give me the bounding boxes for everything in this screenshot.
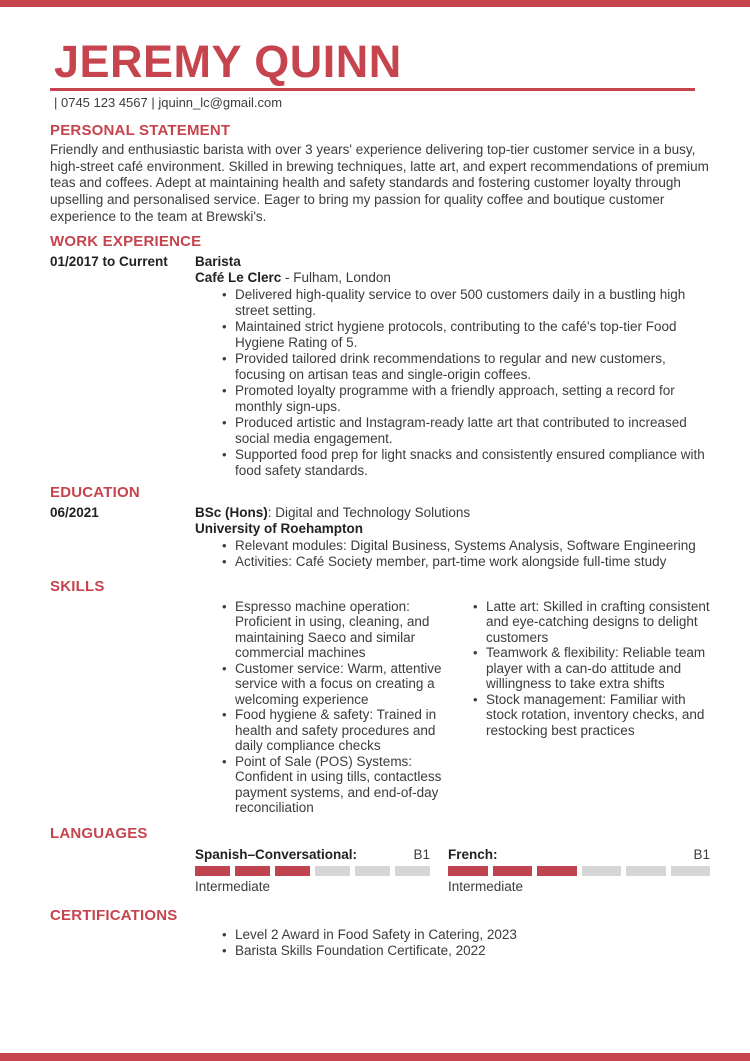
certification-item: • Level 2 Award in Food Safety in Catering, 2023 (222, 926, 517, 942)
work-experience-heading: WORK EXPERIENCE (50, 232, 202, 250)
bullet-dot-icon: • (222, 446, 227, 462)
skill-item: • Stock management: Familiar with stock rotation, inventory checks, and restocking best practices (473, 691, 705, 738)
bullet-dot-icon: • (222, 598, 227, 614)
section-work-experience (50, 233, 710, 479)
bullet-dot-icon: • (473, 645, 478, 661)
language-bar-segment (395, 866, 430, 876)
certifications-left-spacer (50, 927, 195, 960)
skill-item: • Customer service: Warm, attentive service with a focus on creating a welcoming experience (222, 660, 442, 707)
skills-columns (195, 599, 710, 816)
language-label-row (448, 847, 710, 863)
work-bullet: • Maintained strict hygiene protocols, contributing to the café's top-tier Food Hygiene Rating of 5. (222, 318, 677, 350)
degree-line (195, 505, 710, 522)
language-bar-segment (626, 866, 666, 876)
section-education (50, 484, 710, 570)
work-bullet: • Delivered high-quality service to over 500 customers daily in a bustling high street setting. (222, 286, 686, 318)
candidate-name: JEREMY QUINN (54, 36, 402, 87)
bullet-dot-icon: • (222, 382, 227, 398)
section-skills (50, 578, 710, 816)
skills-row (50, 598, 710, 816)
contact-line: | 0745 123 4567 | jquinn_lc@gmail.com (54, 94, 283, 110)
education-entry (50, 505, 710, 570)
bullet-dot-icon: • (222, 753, 227, 769)
language-label-row (195, 847, 430, 863)
employer-name: Café Le Clerc (195, 270, 282, 286)
language-bar-segment (235, 866, 270, 876)
skills-left-column (195, 599, 460, 816)
language-proficiency-label: Intermediate (195, 878, 271, 894)
education-heading: EDUCATION (50, 483, 140, 501)
bullet-dot-icon: • (473, 598, 478, 614)
language-bar-segment (315, 866, 350, 876)
education-details (195, 505, 710, 570)
language-level-code: B1 (693, 846, 710, 862)
languages-heading: LANGUAGES (50, 824, 148, 842)
certifications-bullet-list (195, 927, 710, 960)
bullet-dot-icon: • (473, 691, 478, 707)
skill-item: • Teamwork & flexibility: Reliable team player with a can-do attitude and willingness to take extra shifts (473, 645, 706, 692)
language-bar-segment (493, 866, 533, 876)
degree-title: BSc (Hons) (195, 504, 268, 520)
bullet-dot-icon: • (222, 926, 227, 942)
work-bullet: • Promoted loyalty programme with a friendly approach, setting a record for monthly sign-ups. (222, 382, 675, 414)
skill-item: • Espresso machine operation: Proficient in using, cleaning, and maintaining Saeco and similar commercial machines (222, 598, 430, 661)
languages-row-wrap (50, 847, 710, 895)
language-bar-segment (671, 866, 711, 876)
bullet-dot-icon: • (222, 660, 227, 676)
section-languages (50, 825, 710, 895)
education-bullet: • Activities: Café Society member, part-time work alongside full-time study (222, 553, 667, 569)
language-bar-segment (448, 866, 488, 876)
bottom-accent-bar (0, 1053, 750, 1061)
language-proficiency-bar (195, 866, 430, 876)
language-item-spanish (195, 847, 430, 895)
certifications-row (50, 927, 710, 960)
work-bullet-list (195, 287, 710, 479)
work-bullet: • Supported food prep for light snacks and consistently ensured compliance with food safety standards. (222, 446, 705, 478)
language-item-french (448, 847, 710, 895)
languages-content (195, 847, 710, 895)
work-date-range: 01/2017 to Current (50, 253, 168, 269)
skill-item: • Latte art: Skilled in crafting consistent and eye-catching designs to delight customers (473, 598, 710, 645)
skills-content (195, 598, 710, 816)
language-bar-segment (195, 866, 230, 876)
language-bar-segment (355, 866, 390, 876)
skills-heading: SKILLS (50, 577, 105, 595)
bullet-dot-icon: • (222, 350, 227, 366)
header (50, 36, 710, 110)
skill-item: • Food hygiene & safety: Trained in health and safety procedures and daily compliance checks (222, 707, 437, 754)
work-bullet: • Provided tailored drink recommendations to regular and new customers, focusing on artisan teas and single-origin coffees. (222, 350, 666, 382)
skills-right-column (460, 599, 710, 816)
certifications-content (195, 927, 710, 960)
skill-item: • Point of Sale (POS) Systems: Confident in using tills, contactless payment systems, and end-of-day reconciliation (222, 753, 442, 816)
language-level-code: B1 (413, 846, 430, 862)
languages-row (195, 847, 710, 895)
skills-left-spacer (50, 598, 195, 816)
education-date: 06/2021 (50, 504, 99, 520)
section-certifications (50, 907, 710, 960)
employer-location: - Fulham, London (281, 270, 391, 286)
language-name: French: (448, 846, 498, 862)
top-accent-bar (0, 0, 750, 7)
degree-subject: : Digital and Technology Solutions (267, 504, 471, 520)
bullet-dot-icon: • (222, 414, 227, 430)
bullet-dot-icon: • (222, 318, 227, 334)
name-underline (50, 88, 695, 91)
job-title: Barista (195, 253, 241, 269)
language-name: Spanish–Conversational: (195, 846, 358, 862)
bullet-dot-icon: • (222, 286, 227, 302)
language-bar-segment (537, 866, 577, 876)
bullet-dot-icon: • (222, 707, 227, 723)
employer-line (195, 270, 710, 287)
work-entry (50, 254, 710, 479)
education-bullet: • Relevant modules: Digital Business, Systems Analysis, Software Engineering (222, 537, 696, 553)
certifications-heading: CERTIFICATIONS (50, 906, 178, 924)
certification-item: • Barista Skills Foundation Certificate, 2022 (222, 943, 486, 959)
section-personal-statement (50, 122, 710, 226)
personal-statement-heading: PERSONAL STATEMENT (50, 121, 231, 139)
university-name: University of Roehampton (195, 521, 364, 537)
personal-statement-text: Friendly and enthusiastic barista with over 3 years' experience delivering top-tier customer service in a busy, high-street café environment. Skilled in brewing techniques, latte art, and expert recommendations of premium teas and coffees. Adept at maintaining health and safety standards and fostering customer loyalty through upselling and personalised service. Eager to bring my passion for quality coffee and boutique customer experience to the team at Brewski's. (50, 141, 709, 224)
work-bullet: • Produced artistic and Instagram-ready latte art that contributed to increased social media engagement. (222, 414, 687, 446)
language-proficiency-label: Intermediate (448, 878, 524, 894)
bullet-dot-icon: • (222, 537, 227, 553)
work-entry-details (195, 254, 710, 479)
language-bar-segment (275, 866, 310, 876)
education-bullet-list (195, 538, 710, 570)
languages-left-spacer (50, 847, 195, 895)
bullet-dot-icon: • (222, 943, 227, 959)
bullet-dot-icon: • (222, 553, 227, 569)
language-bar-segment (582, 866, 622, 876)
language-proficiency-bar (448, 866, 710, 876)
